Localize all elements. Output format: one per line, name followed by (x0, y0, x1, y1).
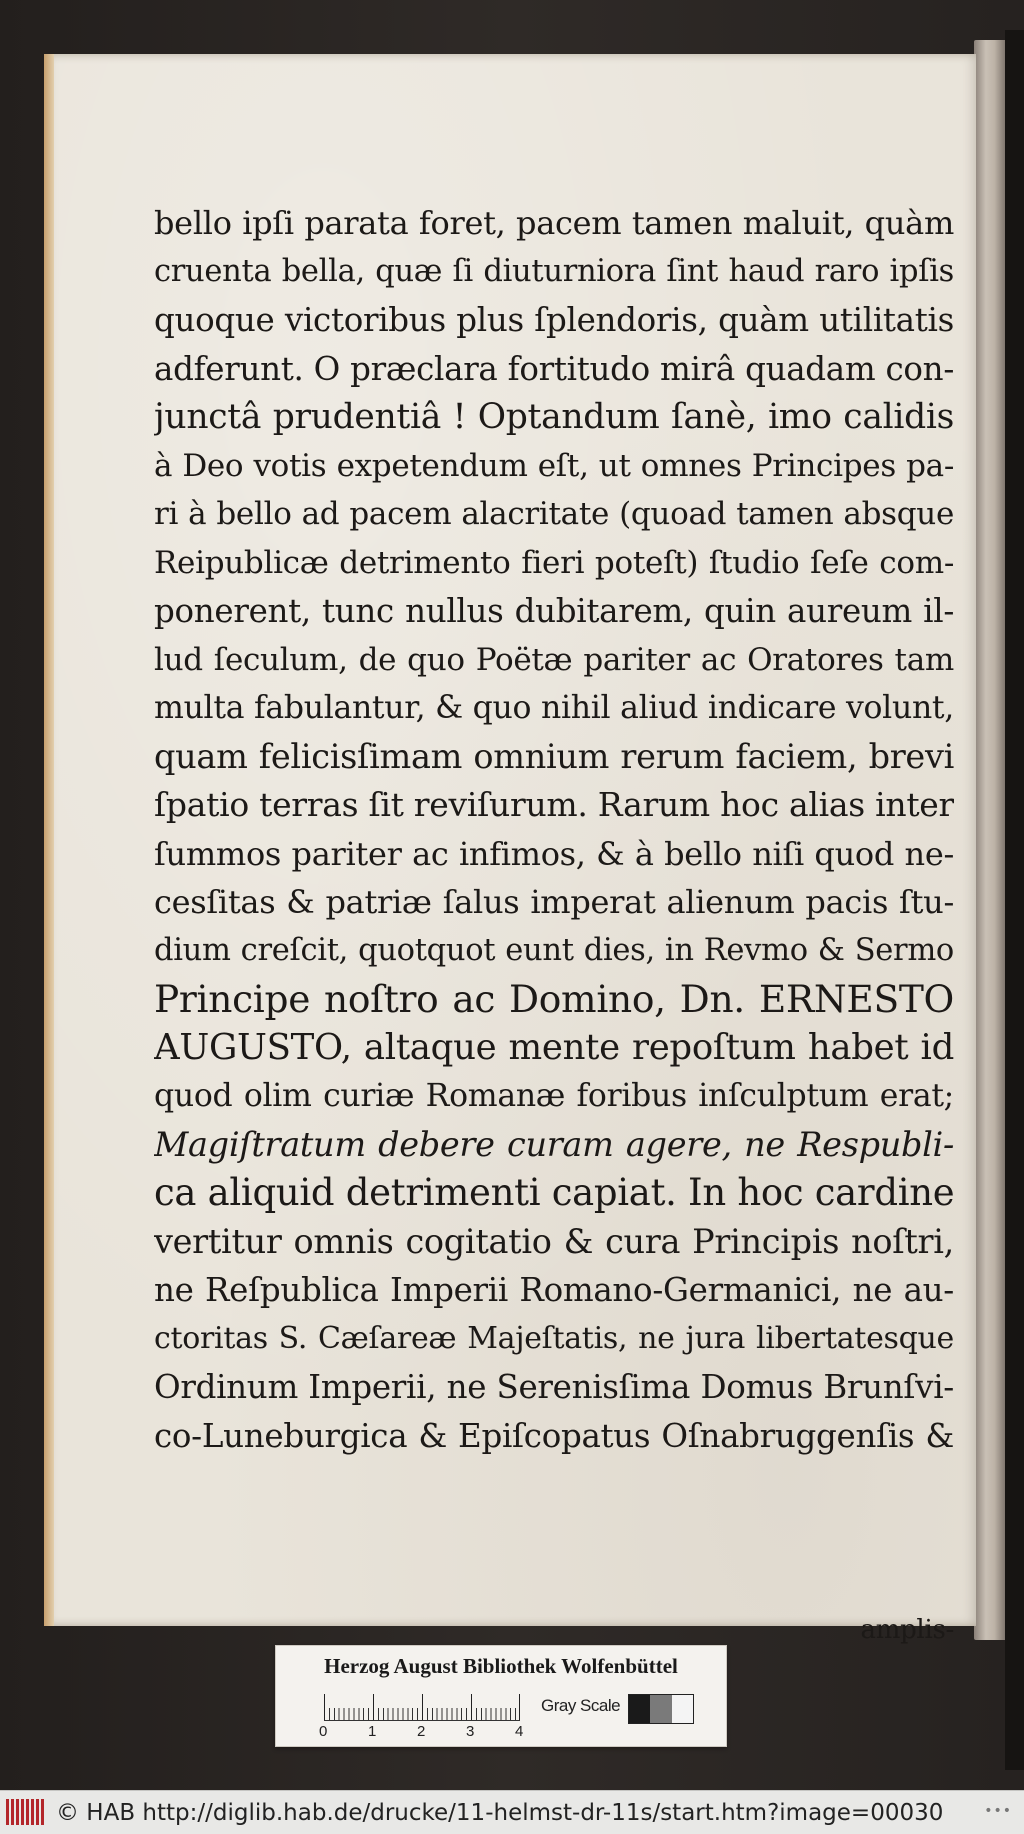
text-line-26: co-Luneburgica & Epiſcopatus Oſnabruggenſis & (154, 1416, 954, 1455)
gray-swatch-dark (629, 1695, 650, 1723)
text-line-14: ſummos pariter ac infimos, & à bello niſi quod ne- (154, 834, 954, 873)
source-url[interactable]: © HAB http://diglib.hab.de/drucke/11-helmst-dr-11s/start.htm?image=00030 (56, 1800, 944, 1826)
catchword: amplis- (860, 1615, 954, 1645)
book-page (44, 54, 976, 1645)
text-line-11: multa fabulantur, & quo nihil aliud indicare volunt, (154, 690, 954, 726)
ruler-major-tick (324, 1694, 325, 1720)
text-line-2: cruenta bella, quæ ſi diuturniora ſint haud raro ipſis (154, 253, 954, 289)
text-line-1: bello ipſi parata foret, pacem tamen maluit, quàm (154, 204, 954, 242)
text-line-25: Ordinum Imperii, ne Serenisſima Domus Brunſvi- (154, 1368, 954, 1406)
book-edge-shadow (1005, 30, 1024, 1770)
text-line-5: junctâ prudentiâ ! Optandum ſanè, imo calidis (154, 397, 954, 437)
ruler-number: 2 (417, 1723, 426, 1740)
text-line-18: AUGUSTO, altaque mente repoſtum habet id (154, 1026, 954, 1068)
text-line-17: Principe noſtro ac Domino, Dn. ERNESTO (154, 977, 954, 1021)
text-line-9: ponerent, tunc nullus dubitarem, quin aureum il- (154, 592, 954, 630)
text-line-15: cesſitas & patriæ ſalus imperat alienum pacis ſtu- (154, 883, 954, 921)
hab-logo-icon[interactable] (6, 1799, 46, 1825)
text-line-3: quoque victoribus plus ſplendoris, quàm utilitatis (154, 301, 954, 339)
text-line-22: vertitur omnis cogitatio & cura Principis noſtri, (154, 1221, 954, 1261)
gray-scale-label: Gray Scale (541, 1696, 621, 1715)
text-line-13: ſpatio terras ſit reviſurum. Rarum hoc alias inter (154, 785, 954, 824)
ruler-numbers (319, 1723, 549, 1741)
text-line-19: quod olim curiæ Romanæ foribus inſculptum erat; (154, 1078, 954, 1114)
text-line-7: ri à bello ad pacem alacritate (quoad tamen absque (154, 496, 954, 532)
gray-swatch-mid (650, 1695, 671, 1723)
text-line-21: ca aliquid detrimenti capiat. In hoc cardine (154, 1171, 954, 1214)
text-line-20: Magiſtratum debere curam agere, ne Respubli- (154, 1124, 954, 1164)
ruler-number: 1 (368, 1723, 377, 1740)
text-line-8: Reipublicæ detrimento fieri poteſt) ſtudio ſeſe com- (154, 544, 954, 581)
ruler-number: 3 (466, 1723, 475, 1740)
more-menu-icon[interactable]: ••• (984, 1803, 1012, 1819)
ruler-major-tick (471, 1694, 472, 1720)
text-line-4: adferunt. O præclara fortitudo mirâ quadam con- (154, 349, 954, 388)
text-line-16: dium creſcit, quotquot eunt dies, in Revmo & Sermo (154, 932, 954, 968)
status-bar (0, 1790, 1024, 1834)
gray-scale-swatches (628, 1694, 694, 1724)
ruler-major-tick (422, 1694, 423, 1720)
text-line-23: ne Reſpublica Imperii Romano-Germanici, ne au- (154, 1271, 954, 1309)
text-line-6: à Deo votis expetendum eſt, ut omnes Principes pa- (154, 447, 954, 484)
scale-ruler (324, 1694, 520, 1721)
text-line-12: quam felicisſimam omnium rerum faciem, brevi (154, 736, 954, 776)
text-line-10: lud ſeculum, de quo Poëtæ pariter ac Oratores tam (154, 641, 954, 678)
book-spine-edge (974, 40, 1008, 1640)
page-text (154, 199, 954, 1645)
ruler-major-tick (373, 1694, 374, 1720)
ruler-major-tick (519, 1694, 520, 1720)
text-line-24: ctoritas S. Cæſareæ Majeſtatis, ne jura libertatesque (154, 1320, 954, 1356)
library-name: Herzog August Bibliothek Wolfenbüttel (324, 1654, 678, 1678)
gray-swatch-light (672, 1695, 693, 1723)
ruler-number: 4 (515, 1723, 524, 1740)
ruler-number: 0 (319, 1723, 328, 1740)
color-calibration-card (275, 1645, 727, 1747)
